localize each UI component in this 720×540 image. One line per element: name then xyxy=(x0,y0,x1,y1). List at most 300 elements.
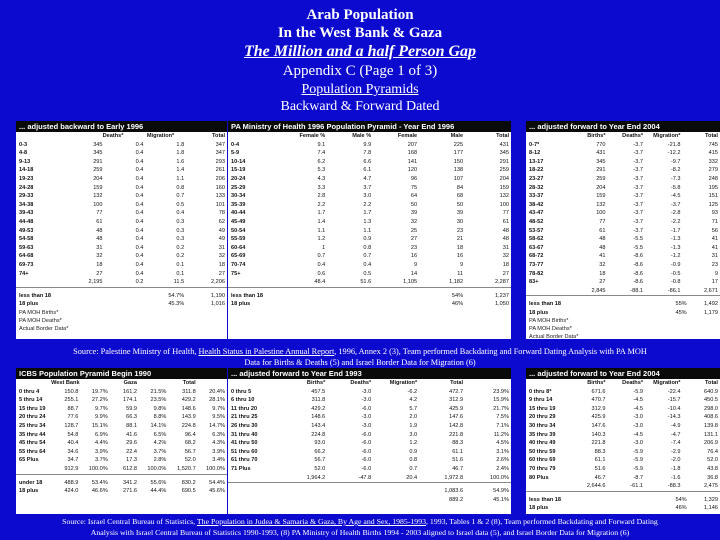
table-cell: 225 xyxy=(453,141,464,148)
table-cell: 332 xyxy=(708,158,718,165)
table-cell xyxy=(373,496,419,505)
table-cell: 27 xyxy=(96,270,103,277)
table-row xyxy=(228,405,511,414)
table-row xyxy=(16,227,227,236)
row-label xyxy=(228,487,281,496)
table-row xyxy=(228,252,511,261)
table-row xyxy=(526,422,720,431)
table-row xyxy=(526,448,720,457)
table-cell: 9.9% xyxy=(94,414,108,421)
table-cell: 2.8 xyxy=(317,193,326,200)
row-label: 18 plus xyxy=(19,301,39,308)
note-line: PA MOH Births* xyxy=(529,318,569,325)
table-cell: Total xyxy=(182,380,196,386)
table-cell: 291 xyxy=(499,158,510,165)
table-cell: 1.4 xyxy=(176,167,185,174)
row-label: 0-4 xyxy=(231,141,240,148)
table-row xyxy=(16,261,227,270)
table-row xyxy=(16,209,227,218)
row-label: 53-57 xyxy=(529,227,544,234)
table-cell: Female xyxy=(397,133,418,139)
table-cell: 6.6 xyxy=(363,158,372,165)
row-label: 44-48 xyxy=(19,218,34,225)
table-cell: 14.7% xyxy=(209,422,226,429)
table-cell: 1.8 xyxy=(176,141,185,148)
table-cell: Total xyxy=(705,133,718,139)
summary-row xyxy=(16,479,227,488)
table-cell: 50 xyxy=(410,201,418,208)
row-label xyxy=(228,278,281,287)
table-row xyxy=(526,244,720,253)
table-cell: 207 xyxy=(407,141,418,148)
table-row xyxy=(228,278,511,287)
table-cell: 48 xyxy=(599,244,606,251)
table-row xyxy=(228,244,511,253)
row-label: 35-39 xyxy=(231,201,246,208)
table-cell: 56.7 xyxy=(314,457,326,464)
source-note-1 xyxy=(0,346,720,368)
table-row xyxy=(526,149,720,158)
table-cell: 1,179 xyxy=(704,309,718,316)
table-row xyxy=(16,413,227,422)
table-cell: 1 xyxy=(322,244,326,251)
table-cell xyxy=(563,504,594,513)
table-cell: Migration* xyxy=(653,133,681,139)
table-row xyxy=(16,158,227,167)
table-cell: 4.2% xyxy=(153,440,167,447)
table-cell: 41 xyxy=(711,236,718,243)
table-cell: 3.0 xyxy=(363,193,372,200)
table-cell: 470.7 xyxy=(591,397,606,404)
table-row xyxy=(228,149,511,158)
table-cell: 195 xyxy=(708,184,718,191)
row-label: 25-29 xyxy=(231,184,246,191)
table-cell: 56.7 xyxy=(184,448,196,455)
table-cell: 45.3% xyxy=(168,301,185,308)
table-cell: -3.7 xyxy=(633,175,644,182)
table-cell: 68 xyxy=(456,193,464,200)
table-cell: 20.4 xyxy=(406,474,418,481)
row-label xyxy=(16,278,64,287)
row-label: 23-27 xyxy=(529,175,544,182)
table-cell: 18 xyxy=(96,261,103,268)
table-header: PA Ministry of Health 1996 Population Pyramid - Year End 1996 xyxy=(228,121,511,132)
row-label: 6 thru 10 xyxy=(231,397,255,404)
table-cell: 2.2 xyxy=(363,201,372,208)
table-cell: 0.9 xyxy=(409,448,418,455)
table-row xyxy=(228,209,511,218)
table-row xyxy=(228,227,511,236)
table-cell: 107 xyxy=(453,175,464,182)
note-line: PA MOH Deaths* xyxy=(529,326,572,333)
table-cell: -3.7 xyxy=(633,150,644,157)
row-label: 0 thru 4 xyxy=(19,388,40,395)
table-row xyxy=(16,422,227,431)
table-moh-1996 xyxy=(228,121,511,339)
table-row xyxy=(228,201,511,210)
row-label: 40 thru 49 xyxy=(529,440,556,447)
table-cell: 640.9 xyxy=(703,388,718,395)
table-row xyxy=(228,184,511,193)
table-cell xyxy=(139,379,168,388)
table-cell: Deaths* xyxy=(622,133,644,139)
table-cell: 1,329 xyxy=(704,496,718,503)
row-label xyxy=(16,465,51,474)
table-row xyxy=(526,252,720,261)
table-cell: 408.6 xyxy=(703,414,718,421)
table-row xyxy=(16,456,227,465)
table-cell: 2,287 xyxy=(495,279,510,286)
table-cell: -3.0 xyxy=(361,414,372,421)
table-cell: 161.2 xyxy=(123,388,138,395)
table-cell: 0.4 xyxy=(135,236,144,243)
table-cell xyxy=(327,487,373,496)
table-cell: 0.4 xyxy=(135,158,144,165)
table-cell: 0.3 xyxy=(176,227,185,234)
table-cell xyxy=(626,496,657,505)
summary-row xyxy=(16,292,227,301)
table-cell: 31 xyxy=(218,244,226,251)
source2-line2: Analysis with Israel Central Bureau of Statistics 1990-1993, (8) PA Ministry of Health Births 1994 - 2003 aligned to Israel data (5), and Israel Border Data for Migration (6) xyxy=(90,527,630,537)
row-label: 68-72 xyxy=(529,253,544,260)
table-cell xyxy=(80,379,109,388)
table-cell: Male % xyxy=(352,133,372,139)
row-label xyxy=(526,287,570,296)
table-cell: 43.8 xyxy=(707,465,718,472)
table-cell: 159 xyxy=(93,184,103,191)
table-cell xyxy=(595,309,626,318)
table-row xyxy=(526,456,720,465)
table-cell: 204 xyxy=(93,175,103,182)
table-cell: 224.8 xyxy=(311,431,326,438)
table-row xyxy=(228,422,511,431)
row-label: 10-14 xyxy=(231,158,246,165)
table-cell: 311.8 xyxy=(182,388,196,395)
table-cell xyxy=(281,487,327,496)
column-header-row xyxy=(16,132,227,141)
row-label: 21 thru 25 xyxy=(231,414,258,421)
table-cell: 177 xyxy=(453,150,464,157)
table-row xyxy=(228,448,511,457)
table-row xyxy=(16,192,227,201)
table-cell xyxy=(563,496,594,505)
row-label xyxy=(526,132,570,141)
table-cell: Deaths* xyxy=(622,380,644,386)
table-cell: 54.9% xyxy=(493,488,510,495)
table-cell: 61.1 xyxy=(452,448,464,455)
row-label: less than 18 xyxy=(19,292,52,299)
table-cell: 54% xyxy=(451,292,464,299)
table-cell: -2.9 xyxy=(670,448,681,455)
table-cell: 168 xyxy=(407,150,418,157)
table-cell: 0.5 xyxy=(176,201,185,208)
table-cell: 1.1 xyxy=(317,227,326,234)
table-cell: 429.2 xyxy=(181,397,196,404)
summary-row xyxy=(526,496,720,505)
row-label: 78-82 xyxy=(529,270,544,277)
table-cell: -5.5 xyxy=(633,236,644,243)
row-label: under 18 xyxy=(19,479,43,486)
table-cell: 0.7 xyxy=(176,193,185,200)
table-cell: 2.0 xyxy=(409,414,418,421)
table-cell: 0.4 xyxy=(135,261,144,268)
table-cell: -61.1 xyxy=(630,483,644,490)
table-cell: 0.4 xyxy=(135,270,144,277)
table-cell: 21.5% xyxy=(150,388,167,395)
table-cell: 143.4 xyxy=(311,422,326,429)
table-cell: 9.8% xyxy=(153,405,167,412)
table-cell: 36.8 xyxy=(707,474,718,481)
table-cell: 291 xyxy=(596,167,606,174)
table-cell: 51.6 xyxy=(594,465,606,472)
row-label: 18 plus xyxy=(19,488,39,495)
table-cell: 271.6 xyxy=(123,488,138,495)
table-row xyxy=(16,405,227,414)
table-cell: -9.7 xyxy=(670,158,681,165)
title-block xyxy=(0,6,720,115)
table-cell: 293 xyxy=(215,158,226,165)
table-cell: 0.4 xyxy=(363,261,372,268)
table-row xyxy=(526,227,720,236)
source1-line2: Data for Births & Deaths (5) and Israel Border Data for Migration (6) xyxy=(244,358,476,367)
table-cell: 1,083.6 xyxy=(444,488,464,495)
table-cell: 29.6 xyxy=(126,440,138,447)
table-cell: 347 xyxy=(215,141,226,148)
table-cell: 0.4 xyxy=(317,261,326,268)
table-cell: 0.4 xyxy=(135,253,144,260)
table-cell: 0.8 xyxy=(176,184,185,191)
table-row xyxy=(228,396,511,405)
table-cell: 49 xyxy=(218,227,226,234)
table-cell: 23 xyxy=(410,244,418,251)
row-label: 13-17 xyxy=(529,158,544,165)
table-cell: 132 xyxy=(93,193,103,200)
row-label: 50-54 xyxy=(231,227,246,234)
table-row xyxy=(16,166,227,175)
table-cell: 15.9% xyxy=(493,397,510,404)
table-cell: 53.4% xyxy=(91,479,108,486)
table-row xyxy=(228,431,511,440)
table-cell: -3.7 xyxy=(633,201,644,208)
table-cell: Migration* xyxy=(389,380,418,386)
table-cell: 45.1% xyxy=(493,496,510,503)
table-cell: 46% xyxy=(451,301,464,308)
table-cell: 100 xyxy=(93,201,103,208)
table-cell: -3.0 xyxy=(361,388,372,395)
table-cell: Gaza xyxy=(123,380,138,386)
table-cell: 76.4 xyxy=(707,448,718,455)
table-cell: -22.4 xyxy=(667,388,681,395)
table-cell: 457.5 xyxy=(311,388,326,395)
table-cell: -4.9 xyxy=(670,422,681,429)
table-cell: 2.8% xyxy=(153,457,167,464)
source1-prefix: Source: Palestine Ministry of Health, xyxy=(73,347,199,356)
table-cell: 11.5 xyxy=(173,279,185,286)
table-row xyxy=(228,192,511,201)
table-cell: 612.8 xyxy=(123,465,138,472)
table-cell: 0.4 xyxy=(135,227,144,234)
row-label: less than 18 xyxy=(529,301,562,308)
table-cell: 291 xyxy=(93,158,103,165)
table-cell: 21 xyxy=(456,236,464,243)
summary-row xyxy=(16,487,227,496)
row-label: 64-68 xyxy=(19,253,34,260)
row-label xyxy=(526,482,570,491)
table-cell: 32 xyxy=(96,253,103,260)
table-row xyxy=(16,235,227,244)
table-row xyxy=(228,141,511,150)
table-cell: 9 xyxy=(459,261,464,268)
row-label: 83+ xyxy=(529,279,539,286)
table-cell: -6.0 xyxy=(361,465,372,472)
column-header-row xyxy=(228,379,511,388)
table-cell: Migration* xyxy=(653,380,681,386)
table-cell: 54.4% xyxy=(209,479,226,486)
table-row xyxy=(526,166,720,175)
table-cell: 1.9 xyxy=(409,422,418,429)
table-cell: 745 xyxy=(708,141,718,148)
table-cell: 0.4 xyxy=(135,210,144,217)
title-line-2: In the West Bank & Gaza xyxy=(277,25,443,41)
table-row xyxy=(526,235,720,244)
table-cell: 131.1 xyxy=(703,431,718,438)
table-cell: 61 xyxy=(96,218,103,225)
table-cell: 830.2 xyxy=(181,479,196,486)
row-label: 26 thru 30 xyxy=(231,422,258,429)
table-cell: 11 xyxy=(457,270,464,277)
table-cell: -5.9 xyxy=(633,388,644,395)
table-cell: 259 xyxy=(499,167,510,174)
table-cell: 101 xyxy=(215,201,226,208)
table-cell: 7.1% xyxy=(496,422,510,429)
source2-link[interactable]: The Population in Judea & Samaria & Gaza, By Age and Sex, 1985-1993 xyxy=(196,517,427,526)
table-cell: 0.4 xyxy=(135,244,144,251)
table-cell: -5.9 xyxy=(633,457,644,464)
table-cell xyxy=(465,379,511,388)
table-cell: 46.7 xyxy=(452,465,464,472)
table-cell: 27 xyxy=(502,270,510,277)
table-cell: 6.2 xyxy=(317,158,326,165)
title-line-1: Arab Population xyxy=(306,7,414,23)
row-label: 35 thru 44 xyxy=(19,431,46,438)
note-line: PA MOH Births* xyxy=(19,309,59,316)
table-cell: 16 xyxy=(456,253,464,260)
table-cell: 0.4 xyxy=(135,175,144,182)
table-cell: 4.5% xyxy=(496,440,510,447)
source1-suffix: , 1996, Annex 2 (3), Team performed Backdating and Forward Dating Analysis with PA MOH xyxy=(334,347,647,356)
table-cell: 3.9% xyxy=(94,448,108,455)
row-label: 50 thru 59 xyxy=(529,448,556,455)
table-cell: -8.6 xyxy=(633,279,644,286)
table-cell: 1.2 xyxy=(317,236,326,243)
table-row xyxy=(526,388,720,397)
table-cell: 55% xyxy=(675,301,687,308)
title-dating: Backward & Forward Dated xyxy=(280,99,440,114)
table-cell: 71 xyxy=(711,218,718,225)
table-cell: -5.9 xyxy=(633,448,644,455)
table-cell xyxy=(64,292,105,301)
row-label: 4-8 xyxy=(19,150,28,157)
row-label: 48-52 xyxy=(529,218,544,225)
row-label: 20-24 xyxy=(231,175,246,182)
table-cell xyxy=(373,292,419,301)
table-cell: 77.6 xyxy=(67,414,79,421)
table-cell: -21.8 xyxy=(667,141,681,148)
table-row xyxy=(526,270,720,279)
table-cell: 54.7% xyxy=(168,292,185,299)
table-cell: -3.7 xyxy=(670,201,681,208)
table-cell: 3.1% xyxy=(496,448,510,455)
row-label: 19-23 xyxy=(19,175,34,182)
table-cell: 46.7 xyxy=(594,474,606,481)
source1-link[interactable]: Health Status in Palestine Annual Report xyxy=(198,347,335,356)
table-cell xyxy=(595,504,626,513)
table-cell: 6.5% xyxy=(153,431,167,438)
row-label xyxy=(228,474,281,483)
table-cell: Births* xyxy=(306,380,326,386)
table-row xyxy=(228,166,511,175)
table-cell: -5.8 xyxy=(670,184,681,191)
table-cell: -3.7 xyxy=(633,218,644,225)
table-cell: 40.4 xyxy=(67,440,79,447)
table-cell xyxy=(327,496,373,505)
table-cell: 77 xyxy=(96,210,103,217)
row-label: 49-53 xyxy=(19,227,34,234)
table-cell: -4.7 xyxy=(670,431,681,438)
source2-suffix: , 1993, Tables 1 & 2 (8), Team performed Backdating and Forward Dating xyxy=(426,517,658,526)
table-cell: 139.8 xyxy=(703,422,718,429)
table-cell: 255.1 xyxy=(64,397,79,404)
table-cell xyxy=(105,292,146,301)
table-cell: 7.5% xyxy=(496,414,510,421)
table-cell: -4.5 xyxy=(633,405,644,412)
column-header-row xyxy=(526,379,720,388)
table-cell: 100.0% xyxy=(206,465,226,472)
row-label: 0-7* xyxy=(529,141,540,148)
table-cell: 0.2 xyxy=(176,253,185,260)
table-cell: 2.2 xyxy=(317,201,326,208)
table-cell: 31 xyxy=(96,244,103,251)
table-cell: 221.8 xyxy=(449,431,464,438)
row-label xyxy=(16,379,51,388)
table-cell: Births* xyxy=(587,133,606,139)
table-cell: 3.4% xyxy=(212,457,226,464)
table-cell: 0.2 xyxy=(176,244,185,251)
table-cell: -3.7 xyxy=(633,210,644,217)
table-cell: 132 xyxy=(596,201,606,208)
row-label: 74+ xyxy=(19,270,29,277)
table-cell: 0.1 xyxy=(176,261,185,268)
row-label: 30-34 xyxy=(231,193,246,200)
table-cell: 174.1 xyxy=(123,397,138,404)
table-cell: 0.9 xyxy=(363,236,372,243)
table-cell: 61.1 xyxy=(594,457,606,464)
row-label: 73-77 xyxy=(529,261,544,268)
table-cell: Total xyxy=(496,133,510,139)
table-cell xyxy=(327,292,373,301)
table-cell: 347 xyxy=(215,150,226,157)
table-cell: 1,016 xyxy=(211,301,226,308)
table-row xyxy=(16,388,227,397)
table-row xyxy=(16,244,227,253)
table-cell: 0.7 xyxy=(363,253,372,260)
table-cell: 221.8 xyxy=(591,440,606,447)
table-cell: 138 xyxy=(453,167,464,174)
table-cell xyxy=(64,300,105,309)
table-cell xyxy=(563,300,594,309)
table-cell: 120 xyxy=(407,167,418,174)
table-cell: 32 xyxy=(502,253,510,260)
